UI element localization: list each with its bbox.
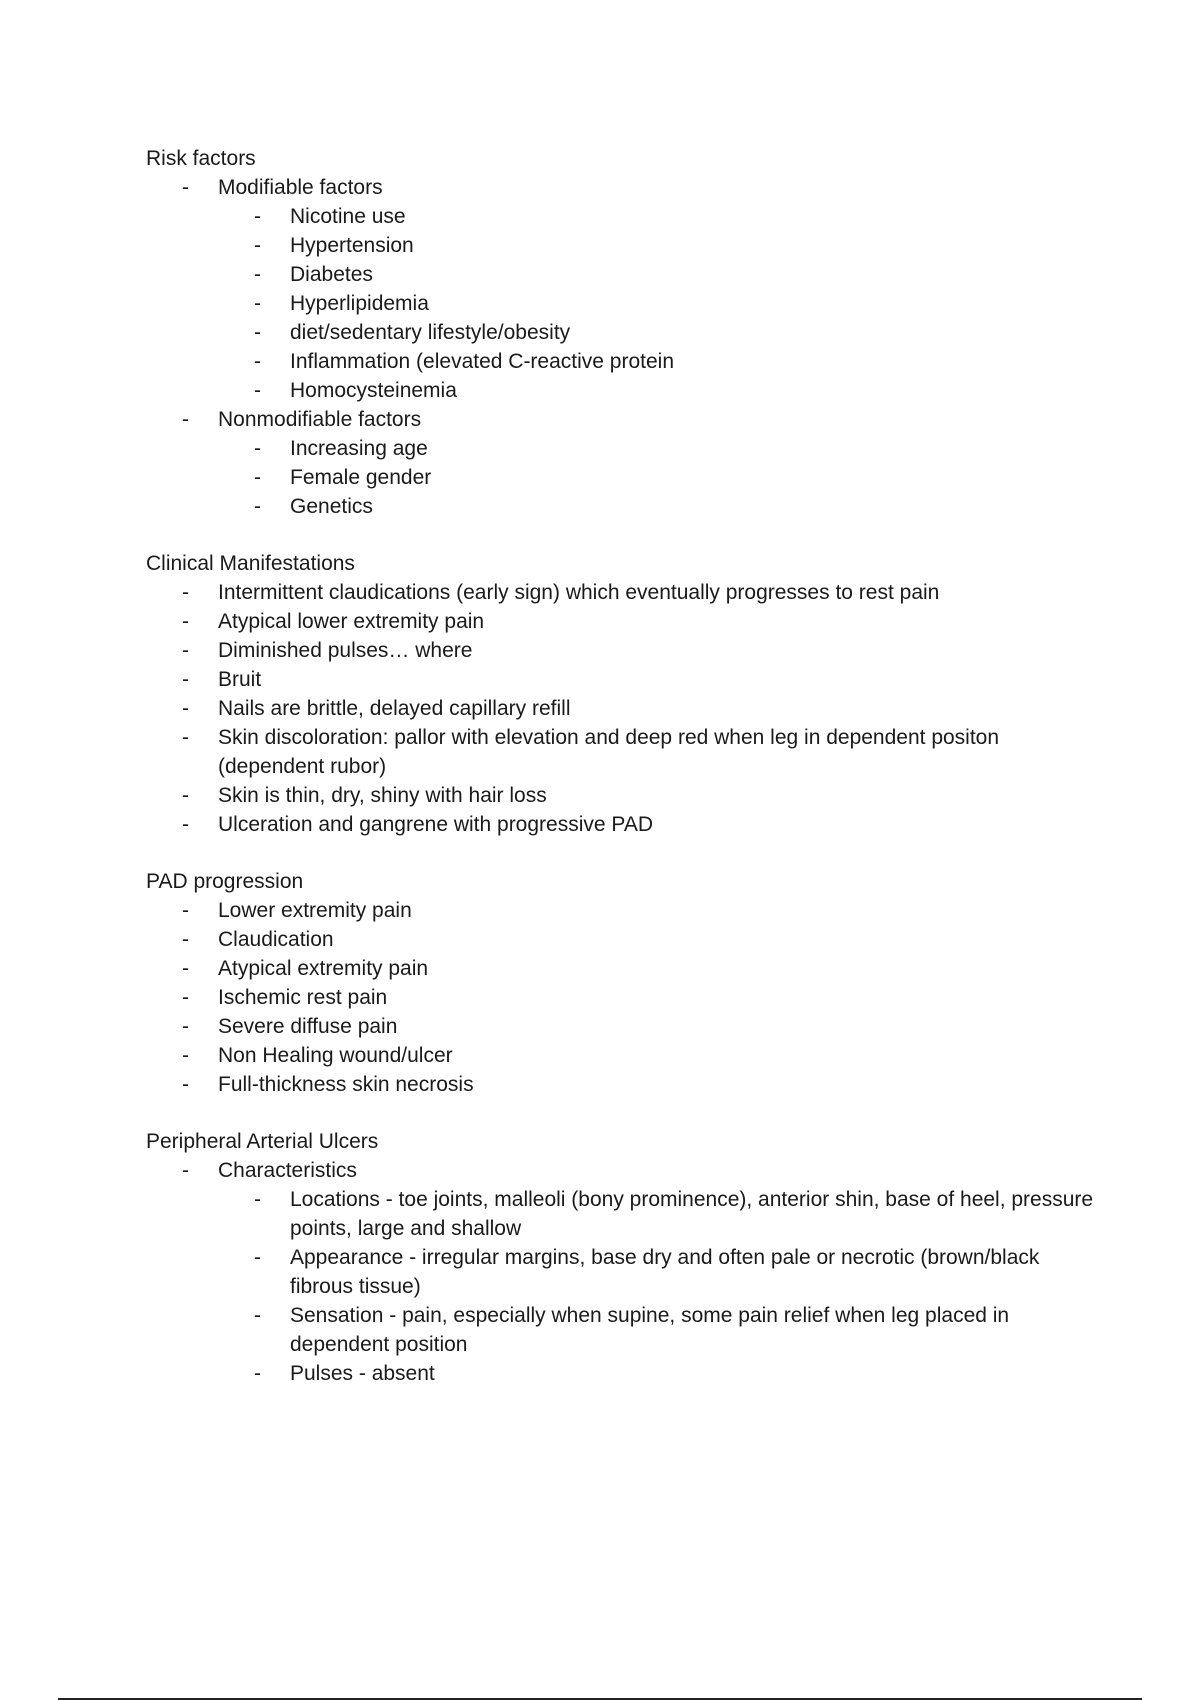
bullet-dash: - xyxy=(254,495,261,518)
list-item xyxy=(218,231,1106,260)
list-item-text: Inflammation (elevated C-reactive protein xyxy=(290,350,675,373)
bullet-dash: - xyxy=(182,928,189,951)
list-item-text: Intermittent claudications (early sign) which eventually progresses to rest pain xyxy=(218,581,940,604)
list-item xyxy=(146,810,1106,839)
clinical-manifestations-list xyxy=(146,578,1106,839)
list-item-text: Claudication xyxy=(218,928,334,951)
list-item-characteristics xyxy=(146,1156,1106,1388)
list-item-text: diet/sedentary lifestyle/obesity xyxy=(290,321,571,344)
list-item xyxy=(146,954,1106,983)
list-item-text: Skin discoloration: pallor with elevation and deep red when leg in dependent positon (dependent rubor) xyxy=(218,726,1000,778)
list-item xyxy=(218,1185,1106,1243)
bullet-dash: - xyxy=(254,292,261,315)
list-item-text: Bruit xyxy=(218,668,262,691)
list-item-text: Diabetes xyxy=(290,263,373,286)
list-item-text: Atypical lower extremity pain xyxy=(218,610,485,633)
list-item xyxy=(146,607,1106,636)
list-item-modifiable-factors xyxy=(146,173,1106,405)
section-title-clinical-manifestations: Clinical Manifestations xyxy=(146,552,355,575)
list-item-nonmodifiable-factors xyxy=(146,405,1106,521)
list-item xyxy=(146,983,1106,1012)
bullet-dash: - xyxy=(182,668,189,691)
list-item xyxy=(218,1301,1106,1359)
list-item xyxy=(218,463,1106,492)
list-item xyxy=(218,260,1106,289)
section-pad-progression xyxy=(146,867,1106,1099)
list-item-text: Ulceration and gangrene with progressive PAD xyxy=(218,813,654,836)
bullet-dash: - xyxy=(182,784,189,807)
list-item xyxy=(218,1243,1106,1301)
list-item xyxy=(146,925,1106,954)
list-item-text: Female gender xyxy=(290,466,432,489)
bullet-dash: - xyxy=(182,986,189,1009)
list-item xyxy=(218,202,1106,231)
bullet-dash: - xyxy=(182,610,189,633)
list-item xyxy=(146,781,1106,810)
list-item-text: Non Healing wound/ulcer xyxy=(218,1044,453,1067)
pad-progression-list xyxy=(146,896,1106,1099)
list-item-text: Hypertension xyxy=(290,234,414,257)
list-item-text: Severe diffuse pain xyxy=(218,1015,398,1038)
bullet-dash: - xyxy=(182,899,189,922)
bullet-dash: - xyxy=(182,408,189,431)
bullet-dash: - xyxy=(182,176,189,199)
list-item-text: Appearance - irregular margins, base dry and often pale or necrotic (brown/black fibrous tissue) xyxy=(290,1246,1040,1298)
list-item-text: Nails are brittle, delayed capillary refill xyxy=(218,697,571,720)
list-item xyxy=(218,492,1106,521)
bullet-dash: - xyxy=(254,234,261,257)
bullet-dash: - xyxy=(254,379,261,402)
list-item-text: Sensation - pain, especially when supine, some pain relief when leg placed in dependent position xyxy=(290,1304,1010,1356)
list-item xyxy=(146,1041,1106,1070)
section-title-pad-progression: PAD progression xyxy=(146,870,304,893)
section-title-risk-factors: Risk factors xyxy=(146,147,256,170)
list-item-text: Locations - toe joints, malleoli (bony prominence), anterior shin, base of heel, pressure points, large and shallow xyxy=(290,1188,1094,1240)
bullet-dash: - xyxy=(254,321,261,344)
list-item-text: Ischemic rest pain xyxy=(218,986,388,1009)
list-item-text: Full-thickness skin necrosis xyxy=(218,1073,474,1096)
section-title-peripheral-arterial-ulcers: Peripheral Arterial Ulcers xyxy=(146,1130,379,1153)
bullet-dash: - xyxy=(182,1159,189,1182)
list-item xyxy=(146,694,1106,723)
list-item-text: Pulses - absent xyxy=(290,1362,435,1385)
list-item xyxy=(218,318,1106,347)
list-item xyxy=(218,289,1106,318)
bullet-dash: - xyxy=(182,1044,189,1067)
list-item xyxy=(146,665,1106,694)
list-item-text: Lower extremity pain xyxy=(218,899,412,922)
bullet-dash: - xyxy=(254,1188,261,1211)
list-item-text: Nicotine use xyxy=(290,205,406,228)
bullet-dash: - xyxy=(254,1362,261,1385)
bullet-dash: - xyxy=(254,1304,261,1327)
characteristics-list xyxy=(218,1185,1106,1388)
bullet-dash: - xyxy=(254,263,261,286)
list-item xyxy=(146,636,1106,665)
bullet-dash: - xyxy=(182,697,189,720)
list-item-text: Increasing age xyxy=(290,437,428,460)
list-item-text: Homocysteinemia xyxy=(290,379,457,402)
bullet-dash: - xyxy=(182,581,189,604)
bullet-dash: - xyxy=(182,1015,189,1038)
section-risk-factors xyxy=(146,144,1106,521)
list-item xyxy=(146,578,1106,607)
nonmodifiable-factors-list xyxy=(218,434,1106,521)
list-item xyxy=(146,1070,1106,1099)
peripheral-arterial-ulcers-list xyxy=(146,1156,1106,1388)
list-item-text: Diminished pulses… where xyxy=(218,639,473,662)
list-item xyxy=(218,434,1106,463)
risk-factors-list xyxy=(146,173,1106,521)
section-clinical-manifestations xyxy=(146,549,1106,839)
section-peripheral-arterial-ulcers xyxy=(146,1127,1106,1388)
bullet-dash: - xyxy=(254,437,261,460)
list-item xyxy=(218,1359,1106,1388)
bullet-dash: - xyxy=(182,639,189,662)
list-item xyxy=(218,347,1106,376)
list-item-label: Nonmodifiable factors xyxy=(218,408,422,431)
bullet-dash: - xyxy=(254,466,261,489)
list-item-text: Genetics xyxy=(290,495,373,518)
bullet-dash: - xyxy=(182,957,189,980)
bullet-dash: - xyxy=(254,205,261,228)
bullet-dash: - xyxy=(182,726,189,749)
list-item xyxy=(218,376,1106,405)
list-item-text: Hyperlipidemia xyxy=(290,292,429,315)
list-item-text: Skin is thin, dry, shiny with hair loss xyxy=(218,784,547,807)
list-item xyxy=(146,896,1106,925)
bullet-dash: - xyxy=(182,813,189,836)
bullet-dash: - xyxy=(254,350,261,373)
list-item-label: Characteristics xyxy=(218,1159,357,1182)
list-item-text: Atypical extremity pain xyxy=(218,957,429,980)
list-item xyxy=(146,723,1106,781)
bullet-dash: - xyxy=(254,1246,261,1269)
bullet-dash: - xyxy=(182,1073,189,1096)
modifiable-factors-list xyxy=(218,202,1106,405)
list-item xyxy=(146,1012,1106,1041)
document-content xyxy=(146,144,1106,1416)
list-item-label: Modifiable factors xyxy=(218,176,383,199)
